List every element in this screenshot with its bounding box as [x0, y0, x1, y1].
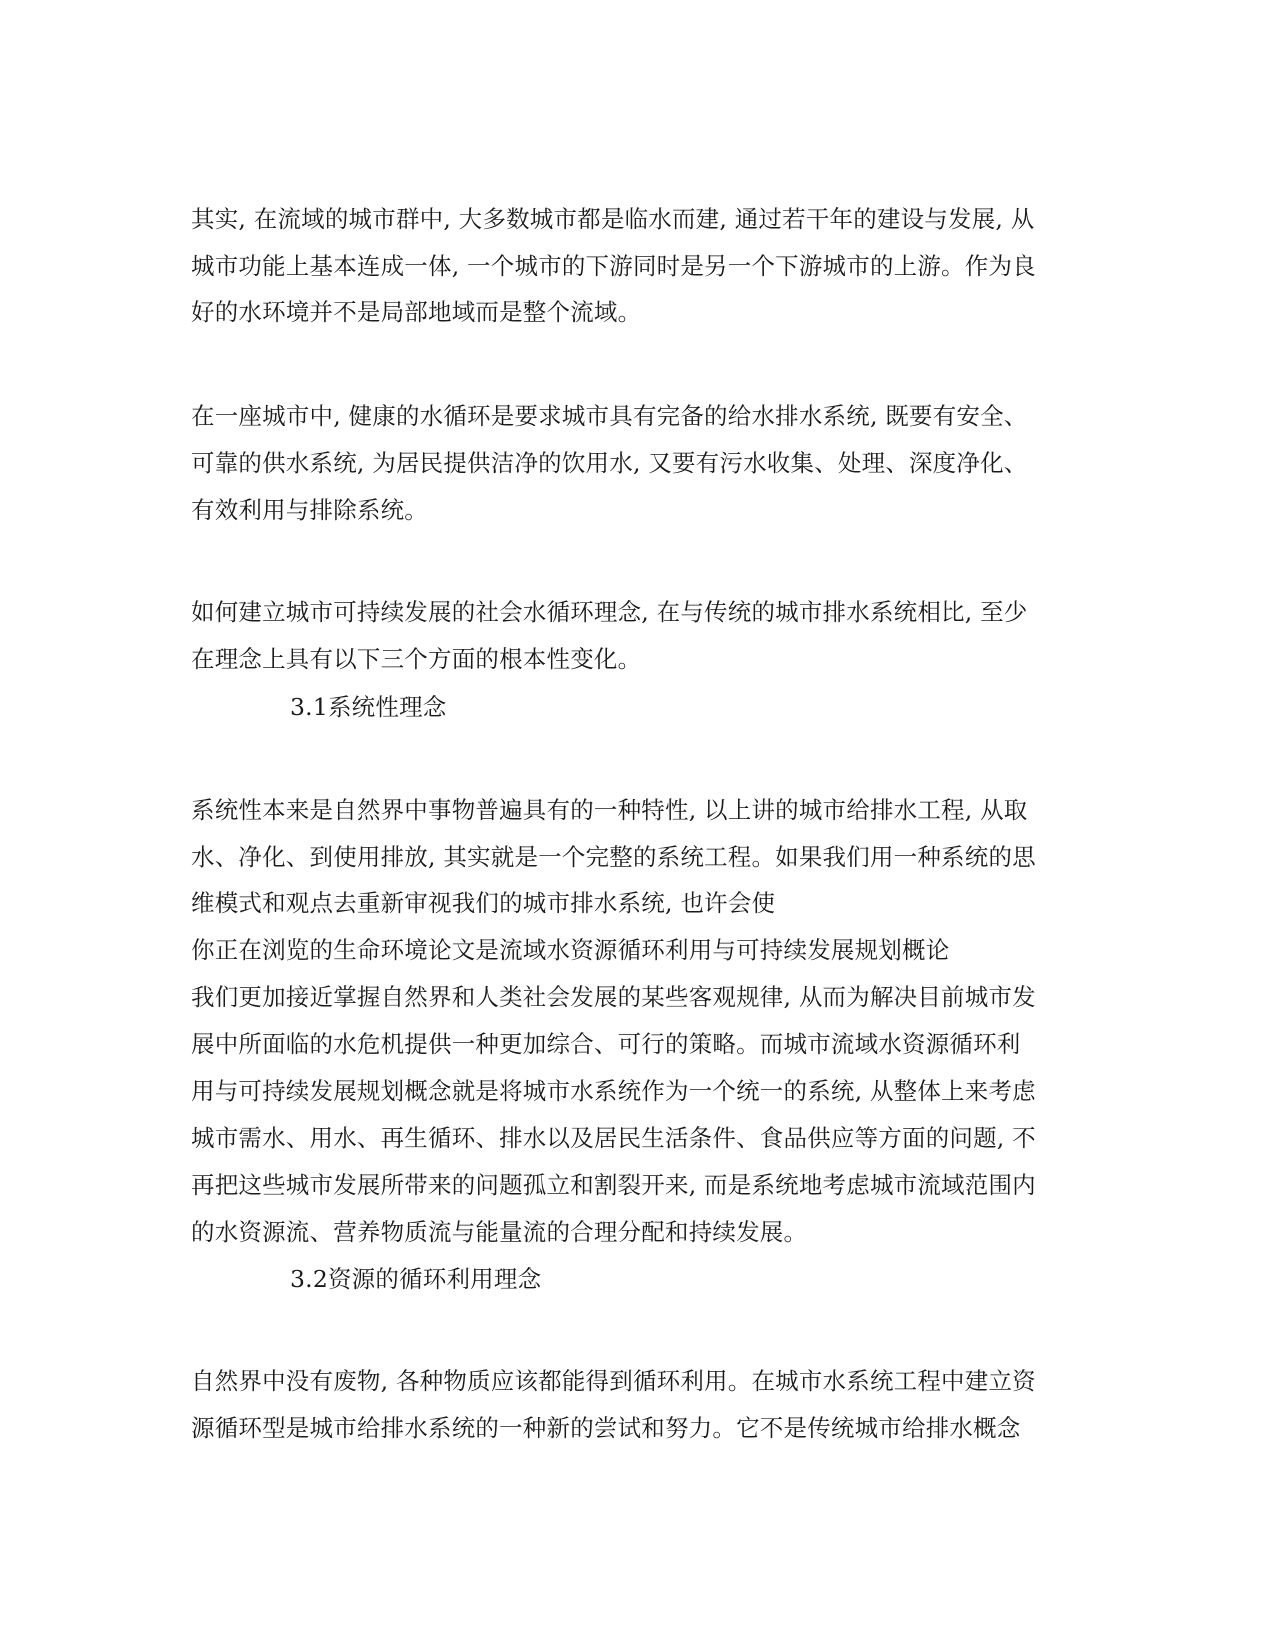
- paragraph-6-line-1: 自然界中没有废物, 各种物质应该都能得到循环利用。在城市水系统工程中建立资: [191, 1367, 1036, 1395]
- section-heading-3-2: 3.2资源的循环利用理念: [290, 1265, 542, 1293]
- paragraph-5-line-1: 我们更加接近掌握自然界和人类社会发展的某些客观规律, 从而为解决目前城市发: [191, 983, 1036, 1011]
- paragraph-2-line-1: 在一座城市中, 健康的水循环是要求城市具有完备的给水排水系统, 既要有安全、: [191, 402, 1028, 430]
- paragraph-5-line-5: 再把这些城市发展所带来的问题孤立和割裂开来, 而是系统地考虑城市流域范围内: [191, 1171, 1036, 1199]
- paragraph-2-line-3: 有效利用与排除系统。: [191, 496, 428, 524]
- paragraph-5-line-2: 展中所面临的水危机提供一种更加综合、可行的策略。而城市流域水资源循环利: [191, 1030, 1021, 1058]
- paragraph-4-line-3: 维模式和观点去重新审视我们的城市排水系统, 也许会使: [191, 889, 776, 917]
- section-heading-3-1: 3.1系统性理念: [290, 693, 447, 721]
- paragraph-6-line-2: 源循环型是城市给排水系统的一种新的尝试和努力。它不是传统城市给排水概念: [191, 1414, 1021, 1442]
- paragraph-4-line-2: 水、净化、到使用排放, 其实就是一个完整的系统工程。如果我们用一种系统的思: [191, 843, 1036, 871]
- paragraph-1-line-3: 好的水环境并不是局部地域而是整个流域。: [191, 298, 642, 326]
- paragraph-5-line-3: 用与可持续发展规划概念就是将城市水系统作为一个统一的系统, 从整体上来考虑: [191, 1077, 1036, 1105]
- paragraph-3-line-2: 在理念上具有以下三个方面的根本性变化。: [191, 645, 642, 673]
- paragraph-4-line-1: 系统性本来是自然界中事物普遍具有的一种特性, 以上讲的城市给排水工程, 从取: [191, 796, 1028, 824]
- paragraph-5-line-4: 城市需水、用水、再生循环、排水以及居民生活条件、食品供应等方面的问题, 不: [191, 1124, 1036, 1152]
- paragraph-2-line-2: 可靠的供水系统, 为居民提供洁净的饮用水, 又要有污水收集、处理、深度净化、: [191, 449, 1028, 477]
- browsing-note: 你正在浏览的生命环境论文是流域水资源循环利用与可持续发展规划概论: [191, 936, 950, 964]
- paragraph-5-line-6: 的水资源流、营养物质流与能量流的合理分配和持续发展。: [191, 1218, 808, 1246]
- paragraph-1-line-1: 其实, 在流域的城市群中, 大多数城市都是临水而建, 通过若干年的建设与发展, 从: [191, 205, 1035, 233]
- paragraph-1-line-2: 城市功能上基本连成一体, 一个城市的下游同时是另一个下游城市的上游。作为良: [191, 252, 1036, 280]
- paragraph-3-line-1: 如何建立城市可持续发展的社会水循环理念, 在与传统的城市排水系统相比, 至少: [191, 598, 1028, 626]
